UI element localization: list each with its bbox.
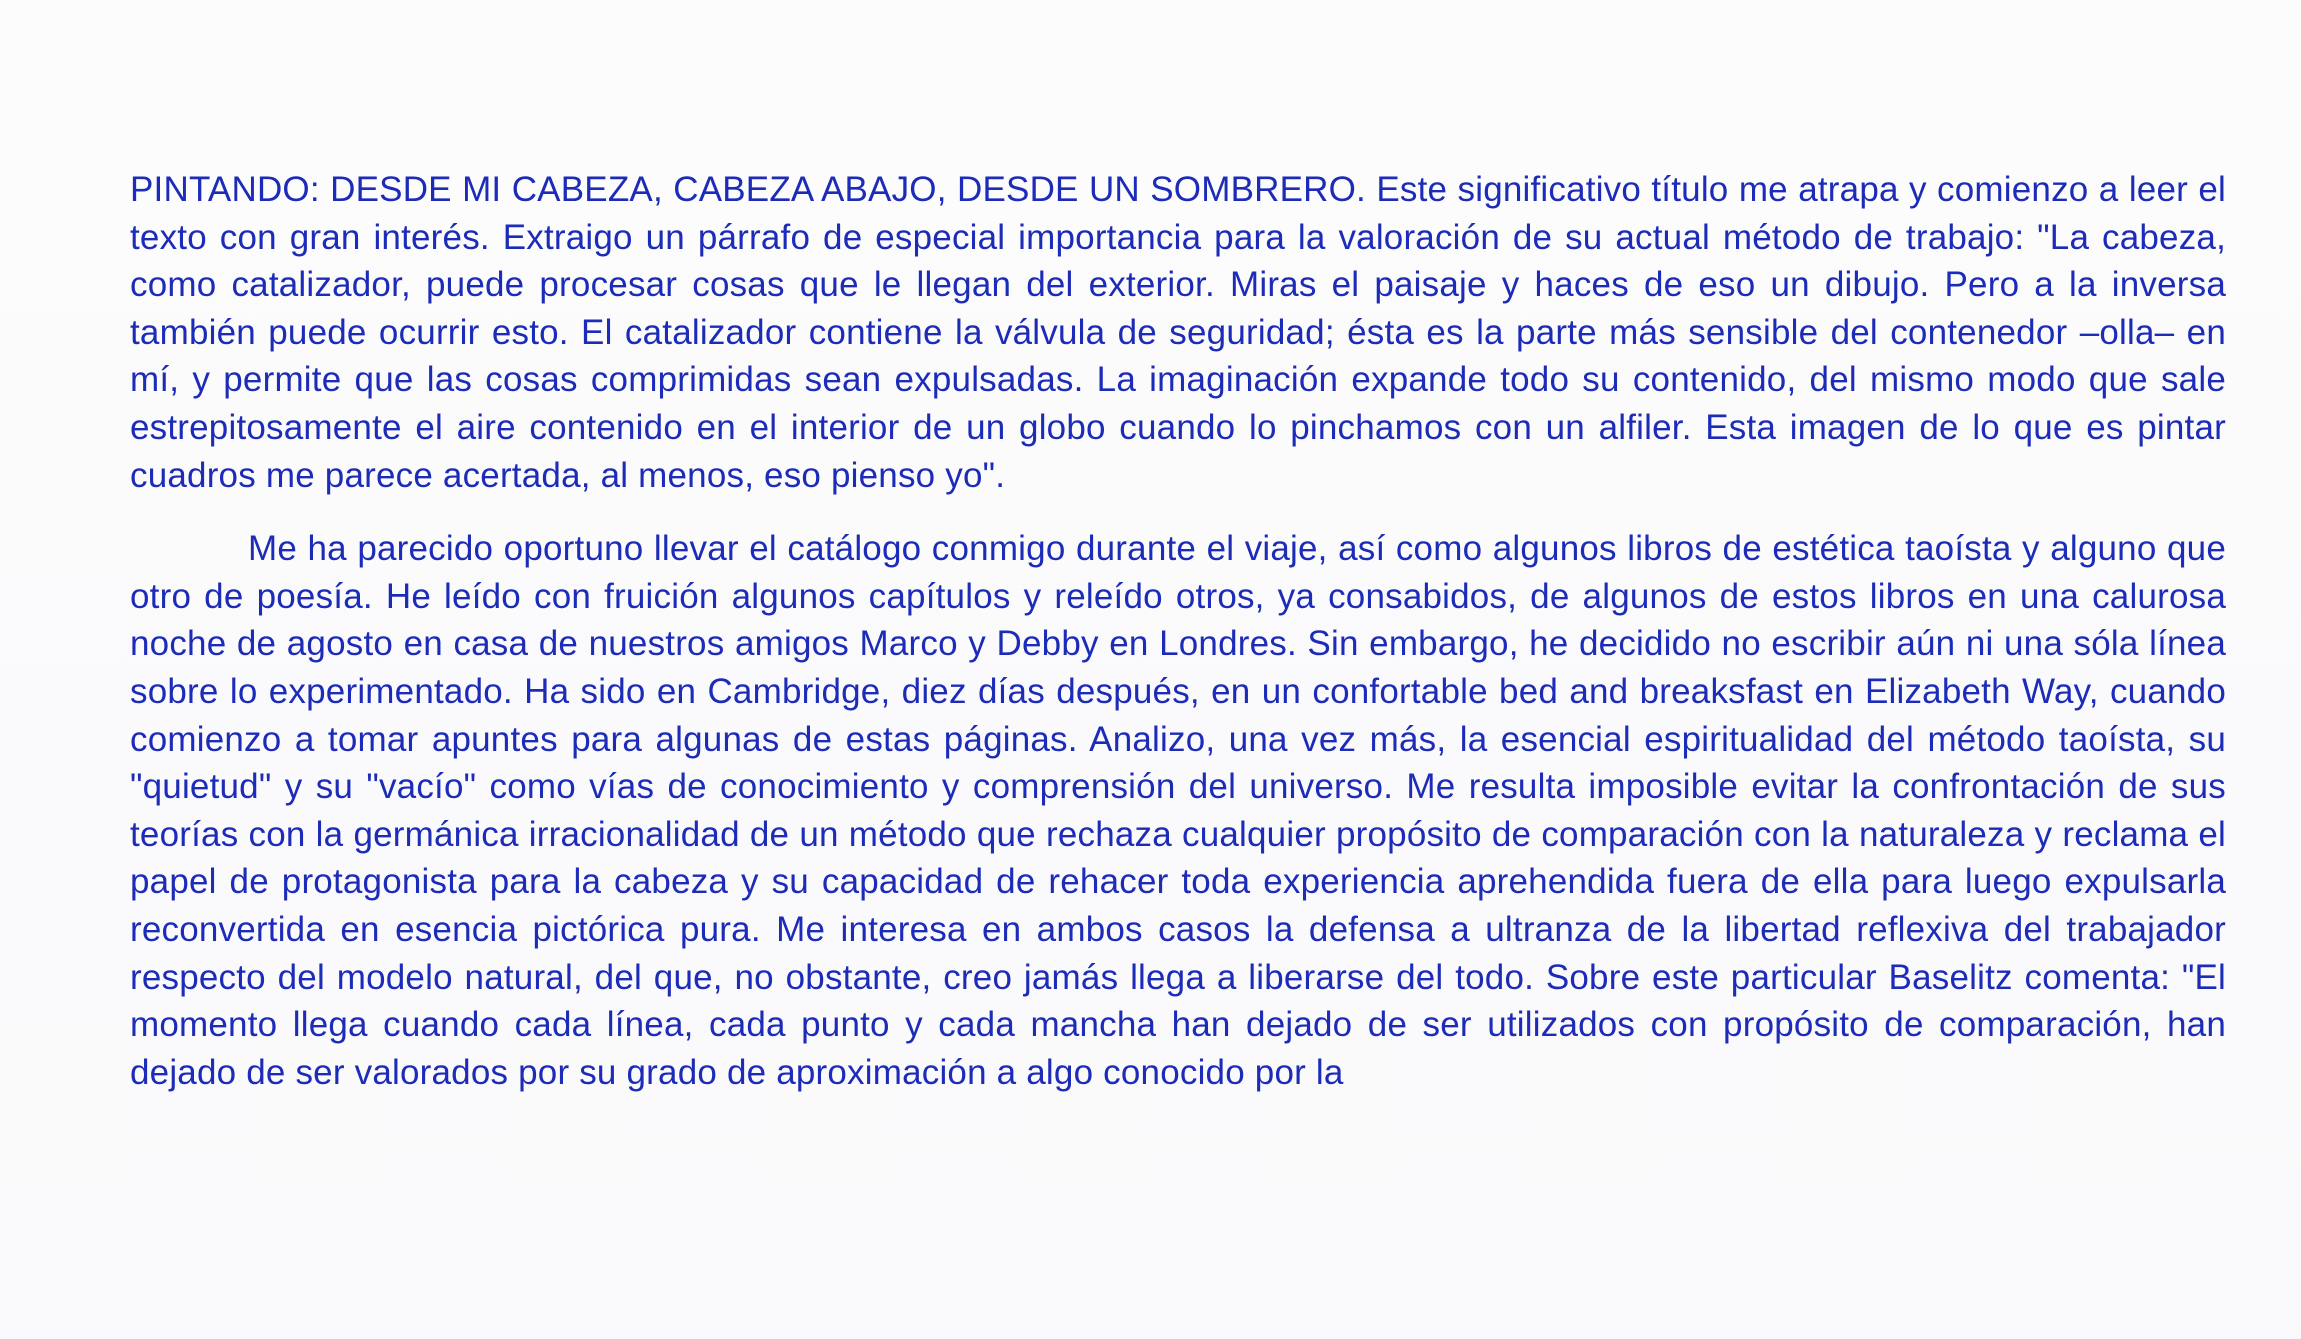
paragraph: Me ha parecido oportuno llevar el catálogo conmigo durante el viaje, así como algunos libros de estética taoísta y alguno que otro de poesía. He leído con fruición algunos capítulos y releído otros, ya consabidos, de algunos de estos libros en una calurosa noche de agosto en casa de nuestros amigos Marco y Debby en Londres. Sin embargo, he decidido no escribir aún ni una sóla línea sobre lo experimentado. Ha sido en Cambridge, diez días después, en un confortable bed and breaksfast en Elizabeth Way, cuando comienzo a tomar apuntes para algunas de estas páginas. Analizo, una vez más, la esencial espiritualidad del método taoísta, su "quietud" y su "vacío" como vías de conocimiento y comprensión del universo. Me resulta imposible evitar la confrontación de sus teorías con la germánica irracionalidad de un método que rechaza cualquier propósito de comparación con la naturaleza y reclama el papel de protagonista para la cabeza y su capacidad de rehacer toda experiencia aprehendida fuera de ella para luego expulsarla reconvertida en esencia pictórica pura. Me interesa en ambos casos la defensa a ultranza de la libertad reflexiva del trabajador respecto del modelo natural, del que, no obstante, creo jamás llega a liberarse del todo. Sobre este particular Baselitz comenta: "El momento llega cuando cada línea, cada punto y cada mancha han dejado de ser utilizados con propósito de comparación, han dejado de ser valorados por su grado de aproximación a algo conocido por la <box>130 529 2226 1092</box>
paragraph: PINTANDO: DESDE MI CABEZA, CABEZA ABAJO, DESDE UN SOMBRERO. Este significativo título me atrapa y comienzo a leer el texto con gran interés. Extraigo un párrafo de especial importancia para la valoración de su actual método de trabajo: "La cabeza, como catalizador, puede procesar cosas que le llegan del exterior. Miras el paisaje y haces de eso un dibujo. Pero a la inversa también puede ocurrir esto. El catalizador contiene la válvula de seguridad; ésta es la parte más sensible del contenedor –olla– en mí, y permite que las cosas comprimidas sean expulsadas. La imaginación expande todo su contenido, del mismo modo que sale estrepitosamente el aire contenido en el interior de un globo cuando lo pinchamos con un alfiler. Esta imagen de lo que es pintar cuadros me parece acertada, al menos, eso pienso yo". <box>130 170 2226 495</box>
body-text <box>130 166 2226 1096</box>
